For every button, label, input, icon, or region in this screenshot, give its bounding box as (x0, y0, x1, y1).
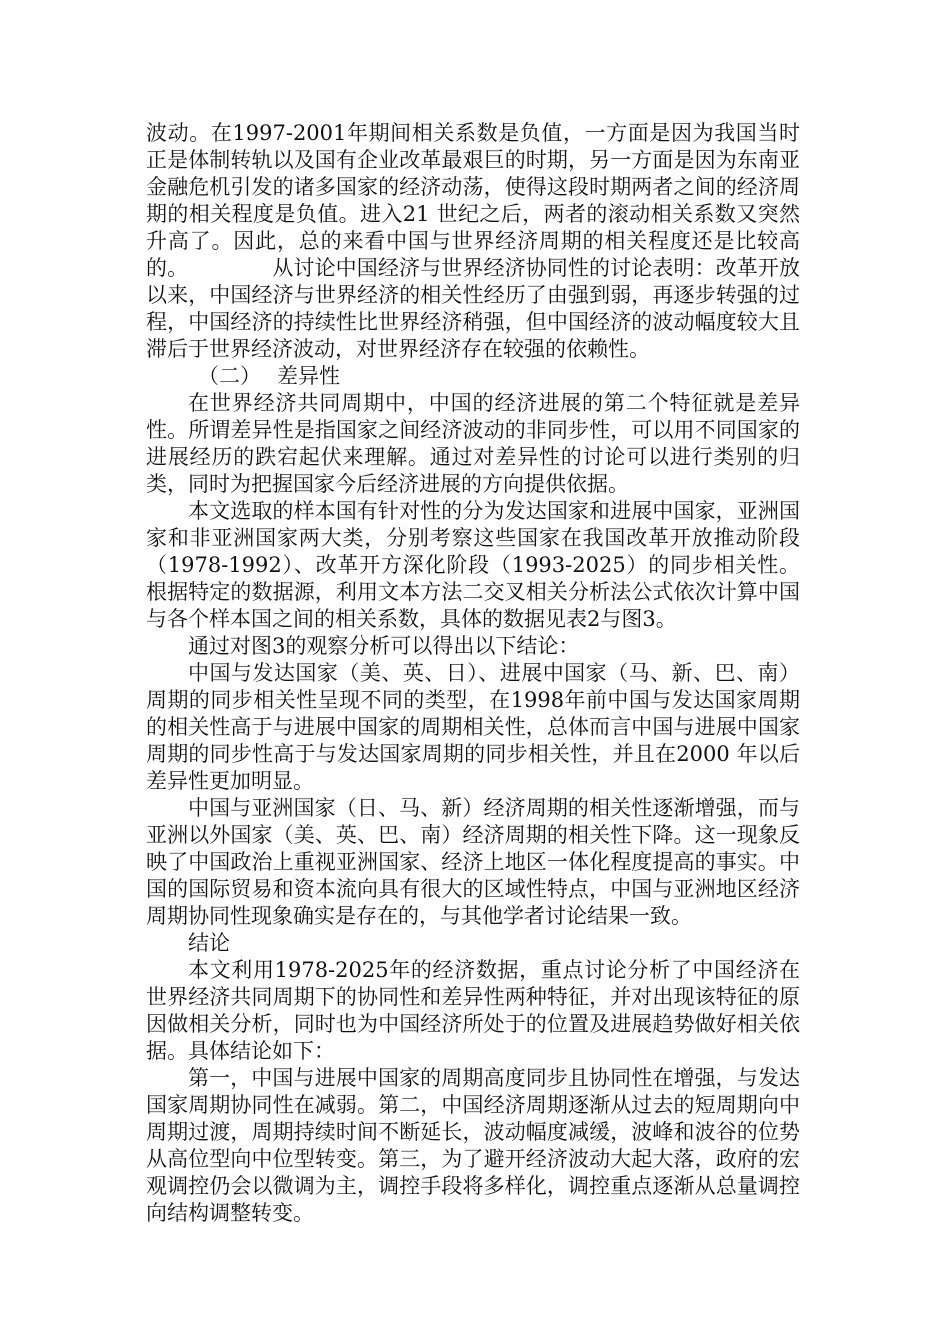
paragraph-asia-correlation: 中国与亚洲国家（日、马、新）经济周期的相关性逐渐增强，而与亚洲以外国家（美、英、巴、南）经济周期的相关性下降。这一现象反映了中国政治上重视亚洲国家、经济上地区一体化程度提高的事实。中国的国际贸易和资本流向具有很大的区域性特点，中国与亚洲地区经济周期协同性现象确实是存在的，与其他学者讨论结果一致。 (146, 796, 800, 928)
paragraph-difference-definition: 在世界经济共同周期中，中国的经济进展的第二个特征就是差异性。所谓差异性是指国家之间经济波动的非同步性，可以用不同国家的进展经历的跌宕起伏来理解。通过对差异性的讨论可以进行类别的归类，同时为把握国家今后经济进展的方向提供依据。 (146, 391, 800, 496)
paragraph-developed-developing: 中国与发达国家（美、英、日）、进展中国家（马、新、巴、南）周期的同步相关性呈现不同的类型，在1998年前中国与发达国家周期的相关性高于与进展中国家的周期相关性，总体而言中国与进展中国家周期的同步性高于与发达国家周期的同步相关性，并且在2000 年以后差异性更加明显。 (146, 661, 800, 793)
paragraph-conclusion-summary: 本文利用1978-2025年的经济数据，重点讨论分析了中国经济在世界经济共同周期下的协同性和差异性两种特征，并对出现该特征的原因做相关分析，同时也为中国经济所处于的位置及进展趋势做好相关依据。具体结论如下： (146, 958, 800, 1063)
section-heading-difference (146, 363, 800, 390)
paragraph-sample-selection: 本文选取的样本国有针对性的分为发达国家和进展中国家，亚洲国家和非亚洲国家两大类，分别考察这些国家在我国改革开放推动阶段（1978-1992）、改革开方深化阶段（1993-2025）的同步相关性。根据特定的数据源，利用文本方法二交叉相关分析法公式依次计算中国与各个样本国之间的相关系数，具体的数据见表2与图3。 (146, 499, 800, 631)
document-page (146, 120, 800, 1227)
section-heading-conclusion: 结论 (188, 931, 230, 955)
paragraph-correlation-continued (146, 120, 800, 363)
paragraph-conclusion-points: 第一，中国与进展中国家的周期高度同步且协同性在增强，与发达国家周期协同性在减弱。第二，中国经济周期逐渐从过去的短周期向中周期过渡，周期持续时间不断延长，波动幅度减缓，波峰和波谷的位势从高位型向中位型转变。第三，为了避开经济波动大起大落，政府的宏观调控仍会以微调为主，调控手段将多样化，调控重点逐渐从总量调控向结构调整转变。 (146, 1066, 800, 1225)
paragraph-correlation-text: 波动。在1997-2001年期间相关系数是负值，一方面是因为我国当时正是体制转轨以及国有企业改革最艰巨的时期，另一方面是因为东南亚金融危机引发的诸多国家的经济动荡，使得这段时期两者之间的经济周期的相关程度是负值。进入21 世纪之后，两者的滚动相关系数又突然升高了。因此，总的来看中国与世界经济周期的相关程度还是比较高的。 (146, 121, 800, 280)
paragraph-discussion-text: 从讨论中国经济与世界经济协同性的讨论表明：改革开放以来，中国经济与世界经济的相关性经历了由强到弱，再逐步转强的过程，中国经济的持续性比世界经济稍强，但中国经济的波动幅度较大且滞后于世界经济波动，对世界经济存在较强的依赖性。 (146, 256, 801, 361)
section-number: （二） (198, 364, 261, 388)
section-title: 差异性 (277, 364, 340, 388)
paragraph-figure-conclusion-intro: 通过对图3的观察分析可以得出以下结论： (188, 634, 580, 658)
